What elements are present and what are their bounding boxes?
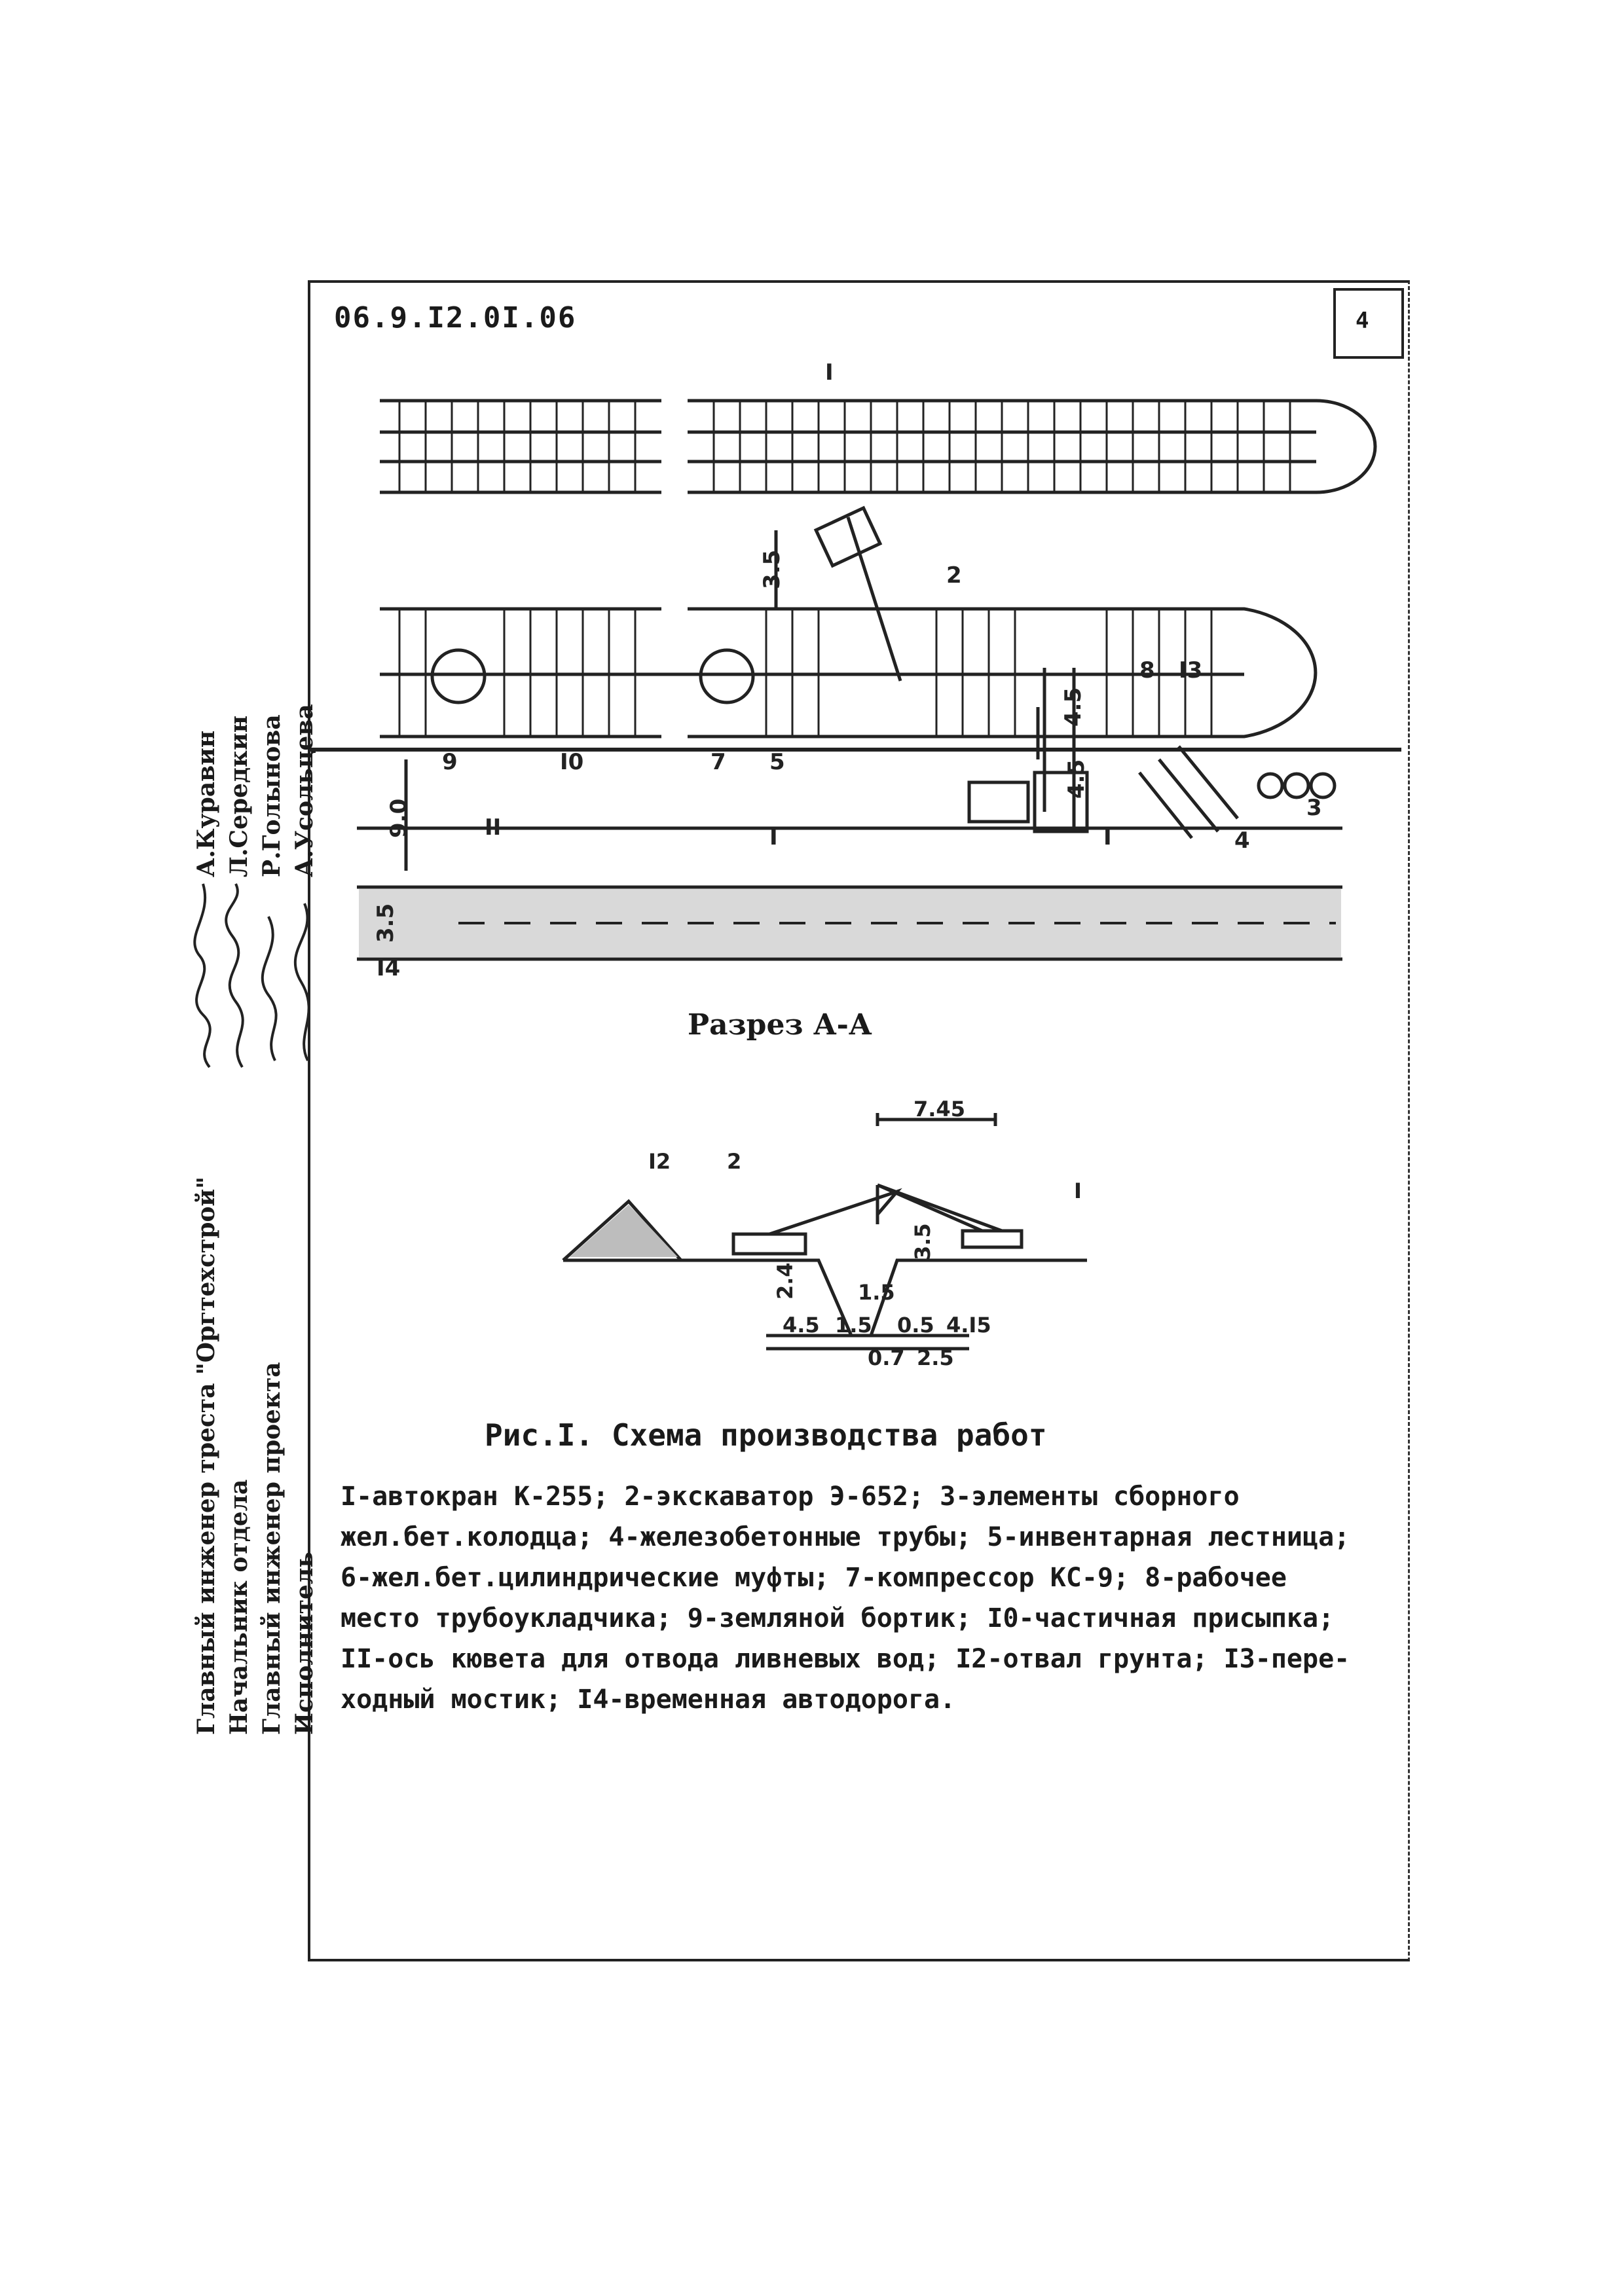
section-label-2: 2 bbox=[727, 1149, 742, 1174]
section-dim-b: 1.5 bbox=[858, 1280, 895, 1305]
legend-line: ходный мостик; I4-временная автодорога. bbox=[341, 1685, 956, 1715]
approval-names bbox=[190, 537, 321, 877]
plan-label-3: 3 bbox=[1306, 795, 1322, 821]
legend bbox=[341, 1476, 1401, 1720]
legend-line: I-автокран К-255; 2-экскаватор Э-652; 3-элементы сборного bbox=[341, 1482, 1240, 1512]
section-dim-g: 0.7 bbox=[868, 1345, 905, 1370]
approval-role: Начальник отдела bbox=[225, 1479, 253, 1735]
plan-label-10: I0 bbox=[560, 749, 584, 775]
section-dim-i: 2.4 bbox=[773, 1262, 798, 1300]
plan-label-4: 4 bbox=[1234, 828, 1250, 854]
plan-label-9: 9 bbox=[442, 749, 458, 775]
section-dim-h: 2.5 bbox=[917, 1345, 954, 1370]
section-title: Разрез А-А bbox=[688, 1008, 872, 1042]
approval-role: Главный инженер проекта bbox=[258, 1362, 286, 1735]
plan-dim-5: 4.5 bbox=[1063, 759, 1090, 799]
plan-dim-1: 3.5 bbox=[759, 549, 785, 589]
plan-dim-2: 4.5 bbox=[1060, 687, 1086, 727]
plan-label-13: I3 bbox=[1179, 657, 1203, 683]
section-label-12: I2 bbox=[648, 1149, 671, 1174]
approval-name: А.Усольцева bbox=[291, 704, 318, 877]
section-dim-top: 7.45 bbox=[913, 1097, 965, 1121]
section-dim-a: 3.5 bbox=[910, 1223, 935, 1260]
approval-name: А.Куравин bbox=[193, 730, 220, 877]
plan-label-2: 2 bbox=[946, 562, 962, 589]
approval-roles bbox=[190, 1080, 321, 1735]
approval-name: Л.Середкин bbox=[225, 715, 253, 877]
approval-role: Исполнитель bbox=[291, 1552, 318, 1735]
plan-label-8: 8 bbox=[1139, 657, 1155, 683]
section-marker-bottom: I bbox=[769, 824, 778, 850]
plan-label-11: II bbox=[485, 814, 502, 841]
plan-dim-4: 3.5 bbox=[373, 903, 399, 943]
plan-label-7: 7 bbox=[710, 749, 726, 775]
approval-role: Главный инженер треста "Оргтехстрой" bbox=[193, 1176, 220, 1735]
section-dim-f: 4.I5 bbox=[946, 1313, 991, 1338]
legend-line: II-ось кювета для отвода ливневых вод; I2-отвал грунта; I3-пере- bbox=[341, 1644, 1350, 1674]
plan-label-5: 5 bbox=[769, 749, 785, 775]
plan-label-14: I4 bbox=[377, 955, 401, 981]
approval-name: Р.Голынова bbox=[258, 714, 286, 877]
page-number: 4 bbox=[1356, 308, 1369, 334]
legend-line: жел.бет.колодца; 4-железобетонные трубы; 5-инвентарная лестница; bbox=[341, 1522, 1350, 1552]
section-dim-d: 1.5 bbox=[835, 1313, 872, 1338]
section-dim-c: 4.5 bbox=[783, 1313, 820, 1338]
legend-line: 6-жел.бет.цилиндрические муфты; 7-компрессор КС-9; 8-рабочее bbox=[341, 1563, 1287, 1593]
section-dim-e: 0.5 bbox=[897, 1313, 934, 1338]
section-marker-top: I bbox=[825, 359, 834, 386]
handwritten-signatures bbox=[190, 877, 327, 1074]
legend-line: место трубоукладчика; 9-земляной бортик; I0-частичная присыпка; bbox=[341, 1603, 1335, 1633]
figure-caption: Рис.I. Схема производства работ bbox=[485, 1417, 1047, 1453]
approval-block bbox=[190, 426, 334, 1735]
document-number: 06.9.I2.0I.06 bbox=[334, 301, 577, 335]
section-label-1: I bbox=[1074, 1178, 1082, 1203]
plan-label-1: I bbox=[1103, 824, 1112, 850]
plan-dim-3: 9.0 bbox=[386, 798, 412, 838]
